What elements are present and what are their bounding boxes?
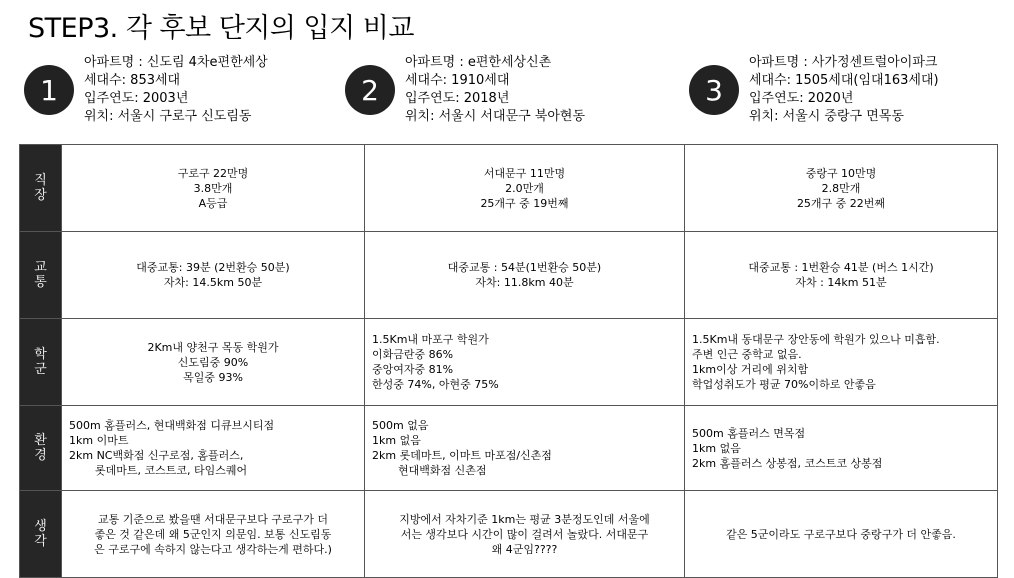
cell-school-1: 2Km내 양천구 목동 학원가 신도림중 90% 목일중 93% [62, 319, 365, 406]
candidate-1 [24, 54, 268, 126]
move-in-year: 입주연도: 2018년 [405, 91, 510, 106]
household-count: 세대수: 1505세대(임대163세대) [749, 73, 939, 88]
row-label-job: 직 장 [20, 145, 62, 232]
candidate-number-badge: 3 [689, 65, 739, 115]
cell-job-2: 서대문구 11만명 2.0만개 25개구 중 19번째 [365, 145, 685, 232]
table-row-traffic [20, 232, 998, 319]
candidate-number-badge: 2 [345, 65, 395, 115]
candidate-info [405, 54, 585, 126]
comparison-table [19, 144, 998, 578]
apartment-name: 아파트명 : e편한세상신촌 [405, 55, 552, 70]
row-label-traffic: 교 통 [20, 232, 62, 319]
cell-traffic-3: 대중교통 : 1번환승 41분 (버스 1시간) 자차 : 14km 51분 [685, 232, 998, 319]
table-row-school [20, 319, 998, 406]
move-in-year: 입주연도: 2020년 [749, 91, 854, 106]
candidate-2 [345, 54, 585, 126]
location: 위치: 서울시 중랑구 면목동 [749, 109, 904, 124]
row-label-school: 학 군 [20, 319, 62, 406]
move-in-year: 입주연도: 2003년 [84, 91, 189, 106]
candidate-3 [689, 54, 939, 126]
cell-traffic-1: 대중교통: 39분 (2번환승 50분) 자차: 14.5km 50분 [62, 232, 365, 319]
cell-thoughts-3: 같은 5군이라도 구로구보다 중랑구가 더 안좋음. [685, 491, 998, 578]
candidate-info [749, 54, 939, 126]
cell-thoughts-1: 교통 기준으로 봤을땐 서대문구보다 구로구가 더 좋은 것 같은데 왜 5군인지 의문임. 보통 신도림동 은 구로구에 속하지 않는다고 생각하는게 편하다.) [62, 491, 365, 578]
cell-school-2: 1.5Km내 마포구 학원가 이화금란중 86% 중앙여자중 81% 한성중 74%, 아현중 75% [365, 319, 685, 406]
cell-school-3: 1.5Km내 동대문구 장안동에 학원가 있으나 미흡함. 주변 인근 중학교 없음. 1km이상 거리에 위치함 학업성취도가 평균 70%이하로 안좋음 [685, 319, 998, 406]
table-row-thoughts [20, 491, 998, 578]
cell-thoughts-2: 지방에서 자차기준 1km는 평균 3분정도인데 서울에 서는 생각보다 시간이 많이 걸려서 놀랐다. 서대문구 왜 4군임???? [365, 491, 685, 578]
cell-environment-2: 500m 없음 1km 없음 2km 롯데마트, 이마트 마포점/신촌점 현대백화점 신촌점 [365, 406, 685, 491]
table-row-job [20, 145, 998, 232]
apartment-name: 아파트명 : 사가정센트럴아이파크 [749, 55, 938, 70]
cell-traffic-2: 대중교통 : 54분(1번환승 50분) 자차: 11.8km 40분 [365, 232, 685, 319]
cell-environment-3: 500m 홈플러스 면목점 1km 없음 2km 홈플러스 상봉점, 코스트코 상봉점 [685, 406, 998, 491]
table-row-environment [20, 406, 998, 491]
cell-environment-1: 500m 홈플러스, 현대백화점 디큐브시티점 1km 이마트 2km NC백화점 신구로점, 홈플러스, 롯데마트, 코스트코, 타임스퀘어 [62, 406, 365, 491]
row-label-environment: 환 경 [20, 406, 62, 491]
location: 위치: 서울시 구로구 신도림동 [84, 109, 252, 124]
cell-job-3: 중랑구 10만명 2.8만개 25개구 중 22번째 [685, 145, 998, 232]
cell-job-1: 구로구 22만명 3.8만개 A등급 [62, 145, 365, 232]
location: 위치: 서울시 서대문구 북아현동 [405, 109, 586, 124]
household-count: 세대수: 853세대 [84, 73, 181, 88]
candidate-number-badge: 1 [24, 65, 74, 115]
household-count: 세대수: 1910세대 [405, 73, 510, 88]
row-label-thoughts: 생 각 [20, 491, 62, 578]
candidate-info [84, 54, 268, 126]
page-title: STEP3. 각 후보 단지의 입지 비교 [28, 13, 414, 44]
apartment-name: 아파트명 : 신도림 4차e편한세상 [84, 55, 268, 70]
